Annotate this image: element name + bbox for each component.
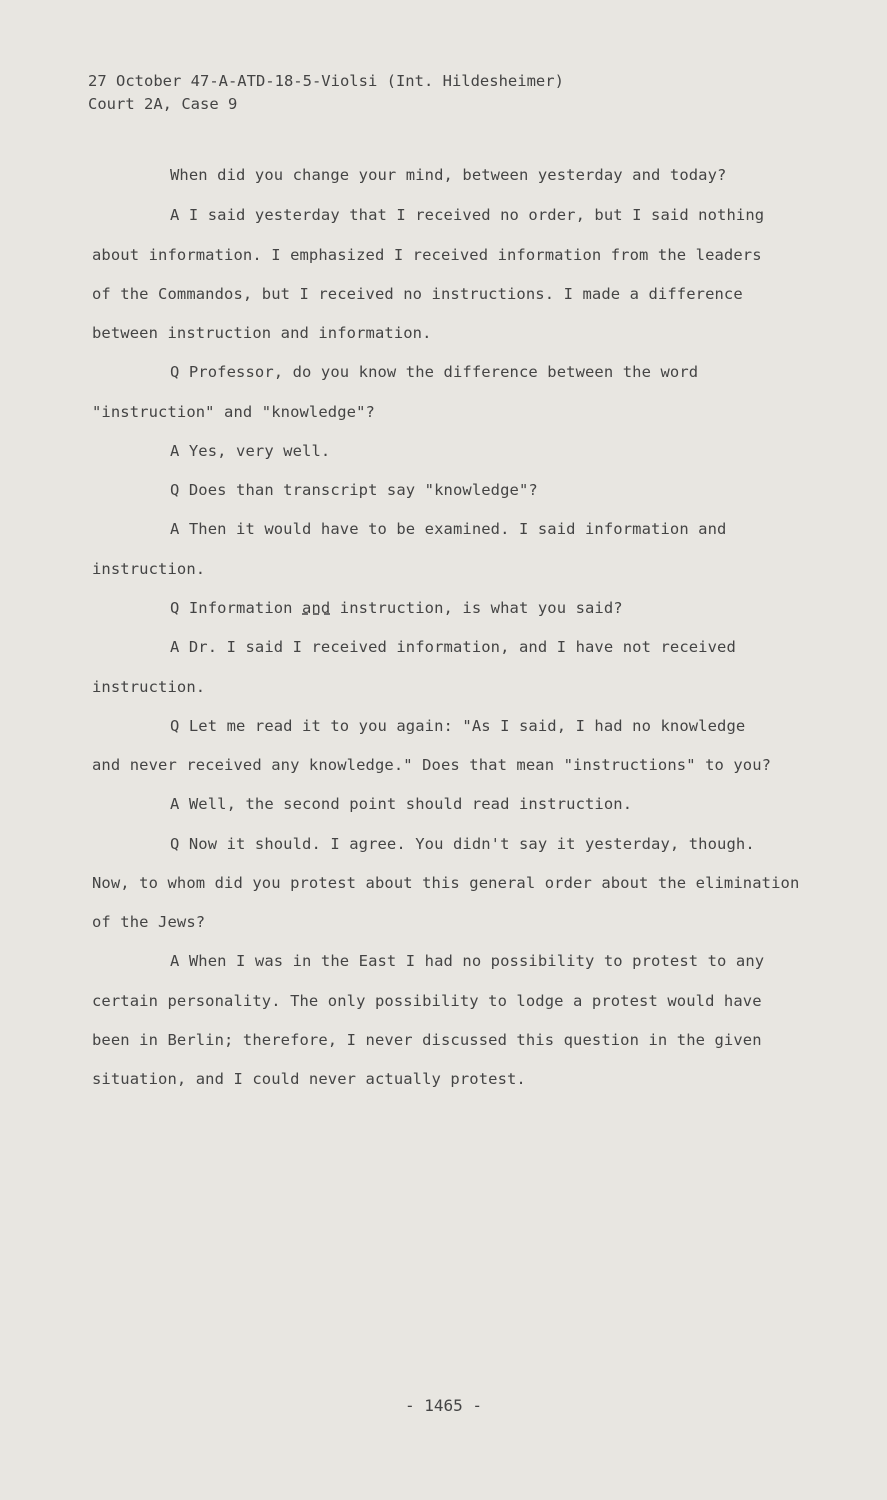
- transcript-line: Q Now it should. I agree. You didn't say it yesterday, though.: [170, 835, 755, 853]
- transcript-line: instruction.: [92, 560, 206, 578]
- transcript-line: about information. I emphasized I received information from the leaders: [92, 246, 762, 264]
- line-segment: Q Information: [170, 599, 303, 617]
- transcript-line: situation, and I could never actually protest.: [92, 1070, 526, 1088]
- transcript-line: between instruction and information.: [92, 324, 432, 342]
- transcript-line: [170, 599, 623, 617]
- transcript-line: Q Professor, do you know the difference between the word: [170, 363, 699, 381]
- transcript-line: A Dr. I said I received information, and I have not received: [170, 638, 736, 656]
- transcript-line: of the Jews?: [92, 913, 206, 931]
- transcript-line: A When I was in the East I had no possibility to protest to any: [170, 952, 765, 970]
- transcript-line: A Yes, very well.: [170, 442, 331, 460]
- transcript-line: and never received any knowledge." Does that mean "instructions" to you?: [92, 756, 772, 774]
- transcript-line: Q Does than transcript say "knowledge"?: [170, 481, 538, 499]
- transcript-line: "instruction" and "knowledge"?: [92, 403, 375, 421]
- transcript-line: instruction.: [92, 678, 206, 696]
- transcript-line: Now, to whom did you protest about this general order about the elimination: [92, 874, 800, 892]
- transcript-line: When did you change your mind, between yesterday and today?: [170, 166, 727, 184]
- transcript-line: been in Berlin; therefore, I never discussed this question in the given: [92, 1031, 762, 1049]
- header-line-1: 27 October 47-A-ATD-18-5-Violsi (Int. Hildesheimer): [88, 72, 564, 90]
- underlined-word: and: [302, 599, 331, 617]
- transcript-line: A I said yesterday that I received no order, but I said nothing: [170, 206, 765, 224]
- transcript-line: A Well, the second point should read instruction.: [170, 795, 633, 813]
- page-number: - 1465 -: [404, 1396, 483, 1415]
- document-header: [88, 70, 564, 116]
- transcript-line: of the Commandos, but I received no instructions. I made a difference: [92, 285, 743, 303]
- transcript-line: A Then it would have to be examined. I said information and: [170, 520, 727, 538]
- line-segment: instruction, is what you said?: [330, 599, 623, 617]
- header-line-2: Court 2A, Case 9: [88, 95, 238, 113]
- transcript-line: certain personality. The only possibility to lodge a protest would have: [92, 992, 762, 1010]
- transcript-line: Q Let me read it to you again: "As I said, I had no knowledge: [170, 717, 746, 735]
